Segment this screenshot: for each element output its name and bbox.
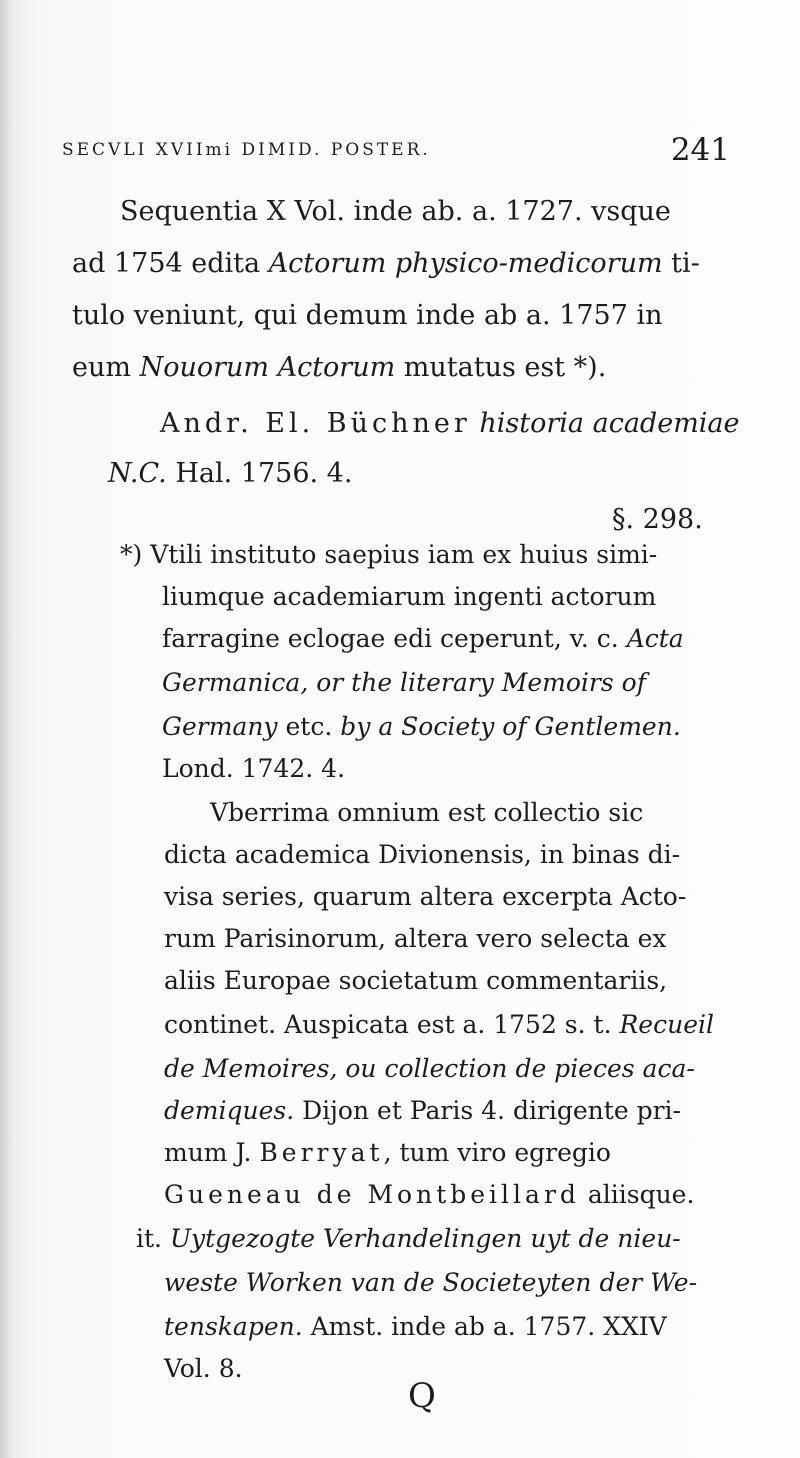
text-run: Nouorum Actorum — [139, 352, 396, 383]
text-line — [162, 670, 646, 695]
text-line — [162, 584, 656, 609]
signature-mark: Q — [408, 1376, 436, 1416]
text-run: mum J. — [164, 1138, 260, 1167]
text-run: dicta academica Divionensis, in binas di- — [164, 840, 681, 869]
text-run: farragine eclogae edi ceperunt, v. c. — [162, 624, 627, 653]
text-line — [72, 354, 606, 381]
text-line — [164, 1098, 681, 1123]
text-run: Amst. inde ab a. 1757. XXIV — [302, 1312, 667, 1341]
text-line — [164, 1140, 611, 1165]
text-line — [162, 756, 345, 781]
text-run: Sequentia X Vol. inde ab. a. 1727. vsque — [120, 196, 671, 227]
page-header — [62, 132, 742, 172]
text-line — [164, 926, 667, 951]
text-run: visa series, quarum altera excerpta Acto- — [164, 882, 687, 911]
text-line — [164, 968, 667, 993]
text-run: Vberrima omnium est collectio sic — [210, 798, 644, 827]
text-line — [612, 506, 703, 533]
text-run: Hal. 1756. 4. — [166, 458, 353, 489]
text-run: Dijon et Paris 4. dirigente pri- — [294, 1096, 681, 1125]
text-run: rum Parisinorum, altera vero selecta ex — [164, 924, 667, 953]
text-line — [164, 1182, 694, 1207]
text-run: ti- — [662, 248, 700, 279]
page-edge-shadow — [0, 0, 14, 1458]
text-run: Andr. El. Büchner — [160, 408, 471, 439]
page-number: 241 — [670, 132, 730, 168]
text-run: Lond. 1742. 4. — [162, 754, 346, 783]
text-line — [108, 460, 352, 487]
text-run: Recueil — [619, 1010, 714, 1039]
text-run: Vol. 8. — [164, 1354, 243, 1383]
text-run: liumque academiarum ingenti actorum — [162, 582, 657, 611]
text-run: by a Society of Gentlemen. — [340, 712, 681, 741]
text-run: tenskapen. — [164, 1312, 303, 1341]
text-run: de Memoires, ou collection de pieces aca- — [164, 1054, 695, 1083]
text-run: mutatus est *). — [395, 352, 607, 383]
text-line — [164, 1314, 667, 1339]
text-run: Uytgezogte Verhandelingen uyt de nieu- — [169, 1224, 681, 1253]
text-run: etc. — [277, 712, 341, 741]
text-run: Berryat — [259, 1138, 384, 1167]
text-line — [162, 714, 681, 739]
text-line — [164, 842, 680, 867]
text-line — [136, 1226, 681, 1251]
text-run: weste Worken van de Societeyten der We- — [164, 1268, 698, 1297]
text-run: ad 1754 edita — [72, 248, 269, 279]
text-run: aliisque. — [579, 1180, 695, 1209]
text-run: tulo veniunt, qui demum inde ab a. 1757 in — [72, 300, 663, 331]
text-run: Germany — [162, 712, 278, 741]
text-run: Gueneau de Montbeillard — [164, 1180, 580, 1209]
text-run: eum — [72, 352, 140, 383]
text-line — [72, 250, 700, 277]
text-line — [160, 410, 740, 437]
text-line — [120, 542, 657, 567]
text-line — [164, 1056, 695, 1081]
text-run: §. 298. — [612, 504, 703, 535]
text-line — [210, 800, 643, 825]
text-run: Germanica, or the literary Memoirs of — [162, 668, 646, 697]
running-head: SECVLI XVIImi DIMID. POSTER. — [62, 140, 431, 160]
text-line — [164, 1270, 697, 1295]
text-line — [164, 1012, 714, 1037]
text-line — [164, 884, 686, 909]
text-line — [72, 302, 663, 329]
text-run: continet. Auspicata est a. 1752 s. t. — [164, 1010, 620, 1039]
text-run: historia academiae — [479, 408, 740, 439]
text-run: N.C. — [108, 458, 167, 489]
text-line — [164, 1356, 243, 1381]
text-line — [162, 626, 684, 651]
text-run: *) Vtili instituto saepius iam ex huius simi- — [120, 540, 658, 569]
text-run: demiques. — [164, 1096, 295, 1125]
text-line — [120, 198, 671, 225]
text-run: it. — [136, 1224, 170, 1253]
text-run: , tum viro egregio — [383, 1138, 611, 1167]
text-run: Acta — [626, 624, 684, 653]
text-run: Actorum physico-medicorum — [268, 248, 663, 279]
text-run: aliis Europae societatum commentariis, — [164, 966, 668, 995]
